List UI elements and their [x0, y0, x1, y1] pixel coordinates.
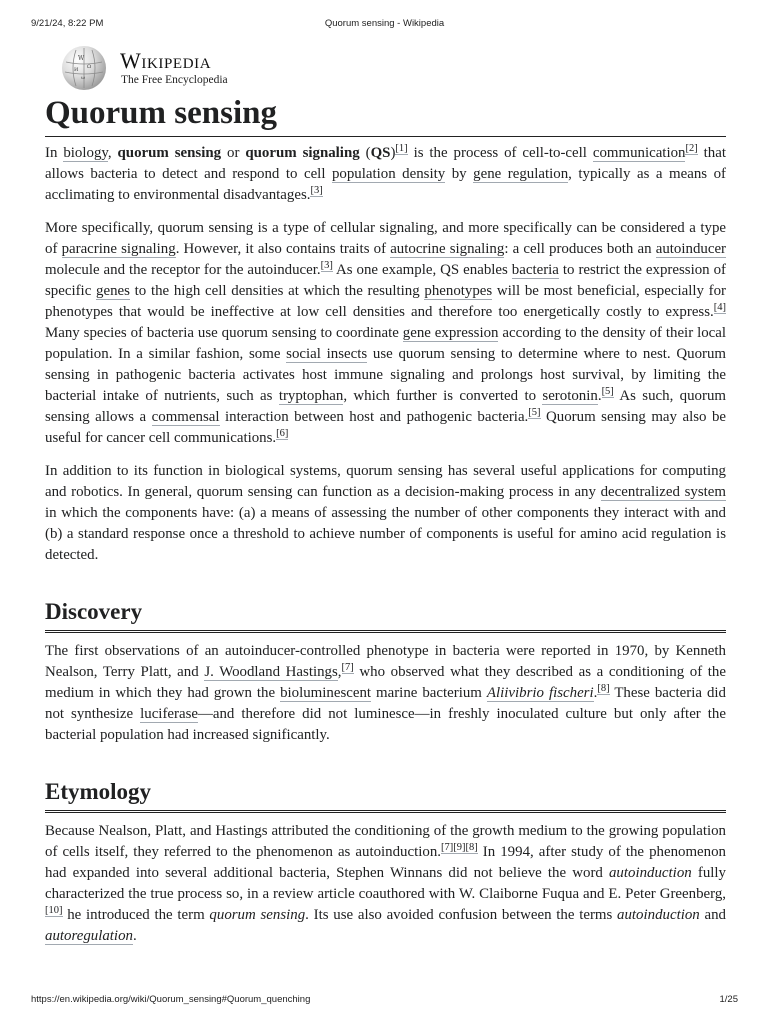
reference-link[interactable]: [3]: [310, 185, 323, 197]
wikipedia-globe-icon: [62, 46, 106, 90]
print-url: https://en.wikipedia.org/wiki/Quorum_sensing#Quorum_quenching: [31, 994, 311, 1005]
link-autoregulation[interactable]: autoregulation: [45, 928, 133, 944]
link-commensal[interactable]: commensal: [151, 409, 220, 425]
link-social-insects[interactable]: social insects: [286, 346, 368, 362]
link-phenotypes[interactable]: phenotypes: [424, 283, 493, 299]
link-autocrine-signaling[interactable]: autocrine signaling: [390, 241, 505, 257]
link-gene-expression[interactable]: gene expression: [402, 325, 499, 341]
link-gene-regulation[interactable]: gene regulation: [473, 166, 569, 182]
svg-text:И: И: [74, 67, 79, 73]
svg-text:W: W: [78, 55, 85, 62]
article-content: [45, 92, 726, 947]
reference-link[interactable]: [6]: [276, 428, 289, 440]
link-bacteria[interactable]: bacteria: [511, 262, 559, 278]
link-bioluminescent[interactable]: bioluminescent: [280, 685, 372, 701]
print-datetime: 9/21/24, 8:22 PM: [31, 18, 104, 29]
reference-link[interactable]: [9]: [453, 842, 466, 854]
section-heading-etymology: Etymology: [45, 777, 726, 813]
reference-link[interactable]: [8]: [597, 683, 610, 695]
svg-text:ω: ω: [81, 75, 86, 81]
link-autoinducer[interactable]: autoinducer: [655, 241, 727, 257]
body-paragraph: More specifically, quorum sensing is a type of cellular signaling, and more specifically can be considered a type of paracrine signaling. However, it also contains traits of autocrine signaling: a cell produces both an autoinducer molecule and the receptor for the autoinducer.[3] As one example, QS enables bacteria to restrict the expression of specific genes to the high cell densities at which the resulting phenotypes will be most beneficial, especially for phenotypes that would be ineffective at low cell densities and therefore too energetically costly to express.[4] Many species of bacteria use quorum sensing to coordinate gene expression according to the density of their local population. In a similar fashion, some social insects use quorum sensing to determine where to nest. Quorum sensing in pathogenic bacteria activates host immune signaling and prolongs host survival, by limiting the bacterial intake of nutrients, such as tryptophan, which further is converted to serotonin.[5] As such, quorum sensing allows a commensal interaction between host and pathogenic bacteria.[5] Quorum sensing may also be useful for cancer cell communications.[6]: [45, 220, 727, 446]
intro-paragraph: In biology, quorum sensing or quorum signaling (QS)[1] is the process of cell-to-cell communication[2] that allows bacteria to detect and respond to cell population density by gene regulation, typically as a means of acclimating to environmental disadvantages.[3]: [45, 143, 727, 203]
discovery-paragraph: The first observations of an autoinducer-controlled phenotype in bacteria were reported in 1970, by Kenneth Nealson, Terry Platt, and J. Woodland Hastings,[7] who observed what they described as a conditioning of the medium in which they had grown the bioluminescent marine bacterium Aliivibrio fischeri.[8] These bacteria did not synthesize luciferase—and therefore did not luminesce—in freshly inoculated culture but only after the bacterial population had increased significantly.: [45, 643, 726, 743]
reference-link[interactable]: [2]: [685, 143, 698, 155]
wikipedia-logo[interactable]: [62, 46, 302, 92]
reference-link[interactable]: [10]: [45, 905, 63, 917]
reference-link[interactable]: [7]: [341, 662, 354, 674]
link-aliivibrio-fischeri[interactable]: Aliivibrio fischeri: [486, 685, 594, 701]
etymology-paragraph: Because Nealson, Platt, and Hastings attributed the conditioning of the growth medium to the growing population of cells itself, they referred to the phenomenon as autoinduction.[7][9][8] In 1994, after study of the phenomenon had expanded into several additional bacteria, Stephen Winnans did not believe the word autoinduction fully characterized the true process so, in a review article coauthored with W. Claiborne Fuqua and E. Peter Greenberg,[10] he introduced the term quorum sensing. Its use also avoided confusion between the terms autoinduction and autoregulation.: [45, 823, 727, 944]
page-title: Quorum sensing: [45, 92, 726, 137]
link-biology[interactable]: biology: [63, 145, 108, 161]
link-luciferase[interactable]: luciferase: [140, 706, 198, 722]
reference-link[interactable]: [4]: [713, 302, 726, 314]
wikipedia-wordmark: Wikipedia: [120, 48, 212, 73]
link-decentralized-system[interactable]: decentralized system: [600, 484, 726, 500]
print-footer: [31, 994, 738, 1008]
section-heading-discovery: Discovery: [45, 597, 726, 633]
body-paragraph: In addition to its function in biological systems, quorum sensing has several useful applications for computing and robotics. In general, quorum sensing can function as a decision-making process in any decentralized system in which the components have: (a) a means of assessing the number of other components they interact with and (b) a standard response once a threshold to achieve number of components is useful for amino acid regulation is detected.: [45, 463, 726, 563]
link-paracrine-signaling[interactable]: paracrine signaling: [61, 241, 176, 257]
svg-text:Ω: Ω: [87, 64, 92, 70]
print-header: [31, 18, 738, 32]
reference-link[interactable]: [8]: [465, 842, 478, 854]
reference-link[interactable]: [5]: [601, 386, 614, 398]
link-serotonin[interactable]: serotonin: [542, 388, 598, 404]
link-tryptophan[interactable]: tryptophan: [278, 388, 344, 404]
print-page-title: Quorum sensing - Wikipedia: [324, 18, 445, 29]
wikipedia-tagline: The Free Encyclopedia: [121, 74, 228, 86]
page-number: 1/25: [719, 994, 738, 1005]
reference-link[interactable]: [7]: [441, 842, 454, 854]
link-communication[interactable]: communication: [592, 145, 686, 161]
link-j-woodland-hastings[interactable]: J. Woodland Hastings: [204, 664, 338, 680]
link-population-density[interactable]: population density: [331, 166, 446, 182]
reference-link[interactable]: [1]: [395, 143, 408, 155]
reference-link[interactable]: [5]: [528, 407, 541, 419]
link-genes[interactable]: genes: [96, 283, 130, 299]
reference-link[interactable]: [3]: [320, 260, 333, 272]
